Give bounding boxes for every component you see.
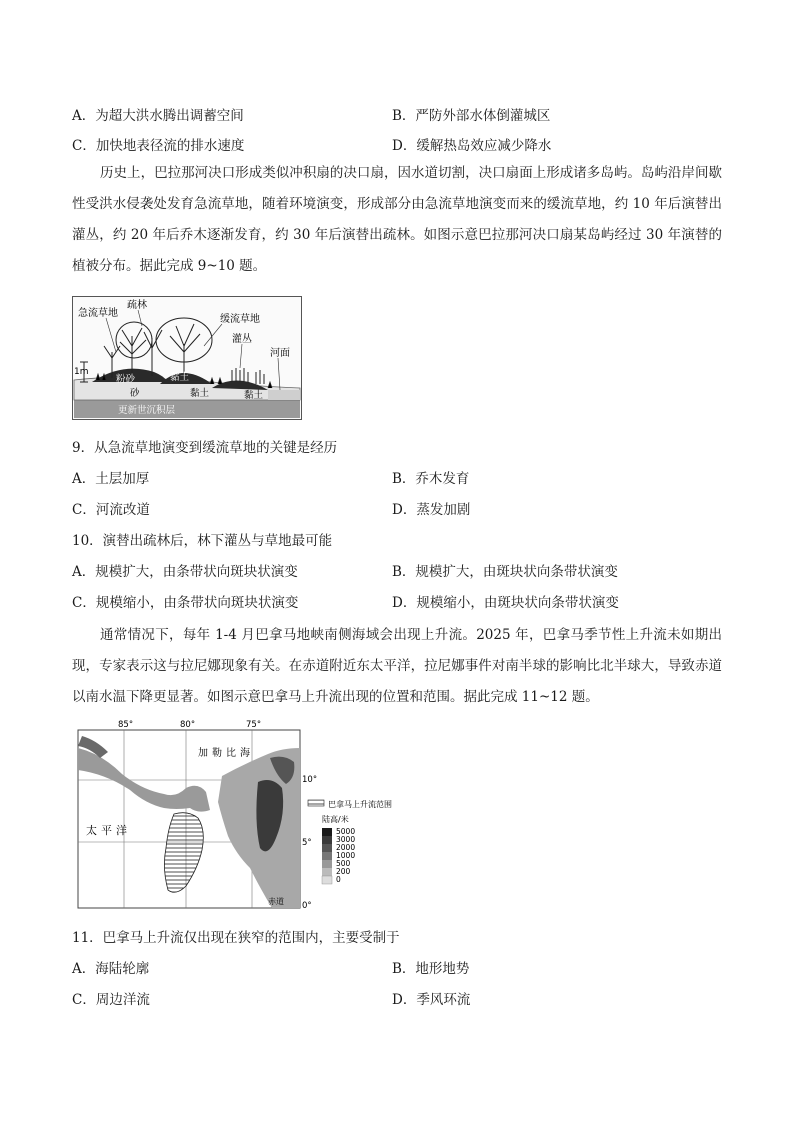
label-lon-80: 80° [180,720,196,730]
label-rapid-grass: 急流草地 [78,308,118,319]
option-c: C．加快地表径流的排水速度 [72,138,245,154]
q11-option-d: D．季风环流 [392,992,471,1008]
legend-elev-2000: 2000 [336,843,356,852]
pleistocene-layer [74,400,300,418]
q11-stem: 11．巴拿马上升流仅出现在狭窄的范围内，主要受制于 [72,930,400,946]
legend-elev-500: 500 [336,859,351,868]
panama-upwelling-map [72,718,422,914]
label-pleistocene: 更新世沉积层 [118,405,176,416]
option-b: B．严防外部水体倒灌城区 [392,108,551,124]
passage-panama: 通常情况下，每年 1-4 月巴拿马地峡南侧海域会出现上升流。2025 年，巴拿马季节性上升流未如期出现，专家表示这与拉尼娜现象有关。在赤道附近东太平洋，拉尼娜事件对南半球的影响比北半球大，导致赤道以南水温下降更显著。如图示意巴拿马上升流出现的位置和范围。据此完成 11~12 题。 [72,627,722,705]
q11-option-a: A．海陆轮廓 [72,961,150,977]
label-lat-10: 10° [302,775,318,785]
label-clay-1: 黏土 [170,372,190,383]
label-sand: 砂 [130,388,140,399]
q9-option-d: D．蒸发加剧 [392,502,471,518]
label-sparse-forest: 疏林 [127,300,147,311]
passage-parana: 历史上，巴拉那河决口形成类似冲积扇的决口扇，因水道切割，决口扇面上形成诸多岛屿。岛屿沿岸间歇性受洪水侵袭处发育急流草地，随着环境演变，形成部分由急流草地演变而来的缓流草地，约 10 年后演替出灌丛，约 20 年后乔木逐渐发育，约 30 年后演替出疏林。如图示意巴拉那河决口扇某岛屿经过 30 年演替的植被分布。据此完成 9~10 题。 [72,165,722,274]
label-scale: 1m [74,367,89,377]
q10-option-d: D．规模缩小，由斑块状向条带状演变 [392,595,619,611]
label-pacific: 太平洋 [86,824,131,837]
label-lon-85: 85° [118,720,134,730]
label-lat-5: 5° [302,838,312,848]
label-equator: 赤道 [268,897,284,906]
label-shrub: 灌丛 [232,334,252,345]
legend-elevation-title: 陆高/米 [322,815,349,824]
q9-stem: 9．从急流草地演变到缓流草地的关键是经历 [72,440,338,456]
label-lon-75: 75° [246,720,262,730]
q9-option-b: B．乔木发育 [392,471,470,487]
legend-elev-5000: 5000 [336,827,356,836]
q11-option-c: C．周边洋流 [72,992,150,1008]
legend-elev-0: 0 [336,875,341,884]
q10-option-a: A．规模扩大，由条带状向斑块状演变 [72,564,298,580]
map-legend [308,799,392,884]
option-a: A．为超大洪水腾出调蓄空间 [72,108,244,124]
label-slow-grass: 缓流草地 [220,314,260,325]
label-lat-0: 0° [302,901,312,911]
legend-upwelling: 巴拿马上升流范围 [328,800,392,809]
q9-option-c: C．河流改道 [72,502,150,518]
q10-option-c: C．规模缩小，由条带状向斑块状演变 [72,595,299,611]
q9-option-a: A．土层加厚 [72,471,150,487]
river-water [268,390,300,400]
label-caribbean: 加勒比海 [198,748,254,759]
label-clay-2: 黏土 [190,388,210,399]
label-river: 河面 [270,348,290,359]
option-d: D．缓解热岛效应减少降水 [392,138,552,154]
vegetation-profile-figure [72,296,302,420]
q11-option-b: B．地形地势 [392,961,470,977]
q10-stem: 10．演替出疏林后，林下灌丛与草地最可能 [72,533,333,549]
legend-elev-1000: 1000 [336,851,356,860]
label-clay-3: 黏土 [244,390,264,401]
legend-elev-3000: 3000 [336,835,356,844]
q10-option-b: B．规模扩大，由斑块状向条带状演变 [392,564,618,580]
label-silt: 粉砂 [116,374,136,385]
legend-elev-200: 200 [336,867,351,876]
